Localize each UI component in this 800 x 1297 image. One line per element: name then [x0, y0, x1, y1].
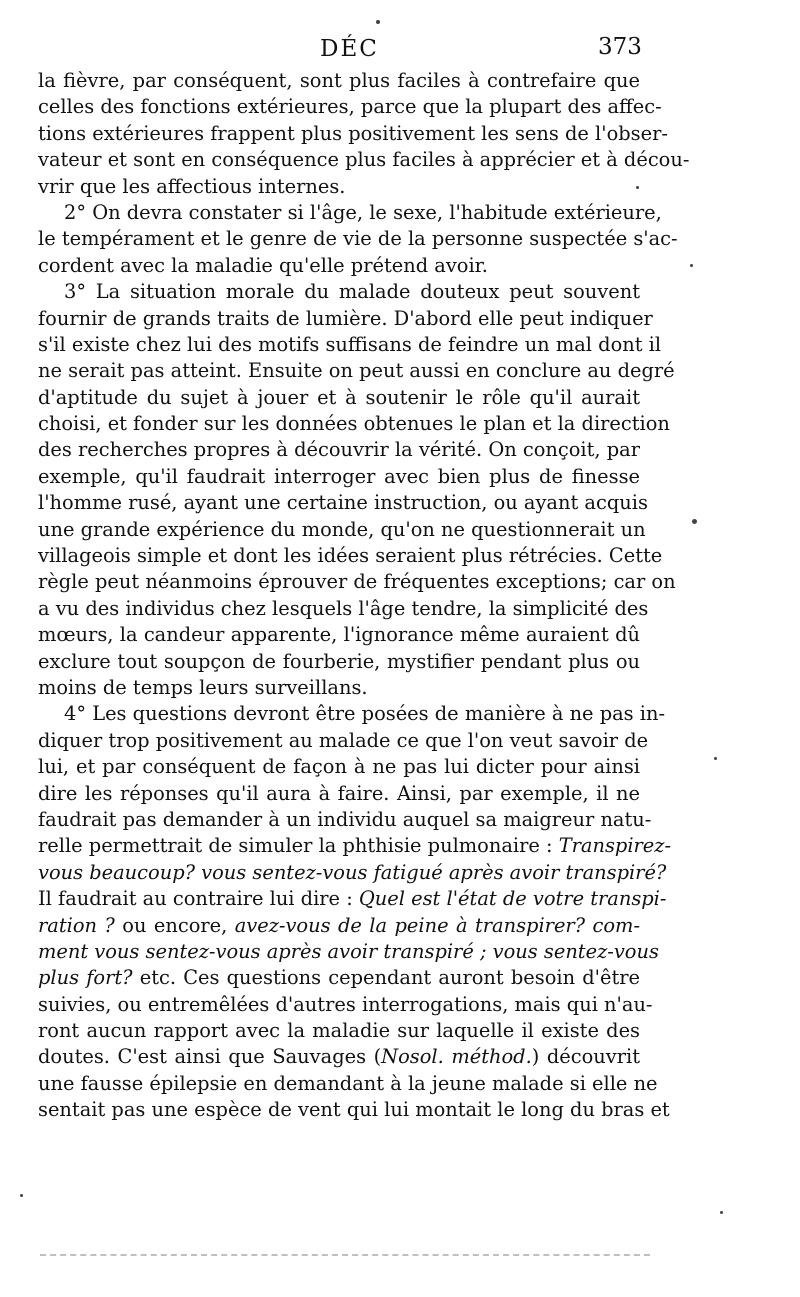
- print-speck: [690, 264, 693, 267]
- text-line: cordent avec la maladie qu'elle prétend avoir.: [38, 253, 488, 277]
- print-speck: [376, 20, 380, 24]
- text-run: etc. Ces questions cependant auront besoin d'être: [139, 966, 640, 990]
- text-line: 3° La situation morale du malade douteux peut souvent: [64, 280, 640, 304]
- text-line: l'homme rusé, ayant une certaine instruction, ou ayant acquis: [38, 491, 648, 515]
- text-line: faudrait pas demander à un individu auquel sa maigreur natu-: [38, 807, 652, 831]
- text-line: une fausse épilepsie en demandant à la jeune malade si elle ne: [38, 1071, 658, 1095]
- text-run: relle permettrait de simuler la phthisie pulmonaire :: [38, 834, 553, 858]
- text-line: tions extérieures frappent plus positivement les sens de l'obser-: [38, 121, 668, 145]
- text-line: [38, 1044, 640, 1070]
- print-speck: [714, 757, 717, 760]
- text-line: [38, 833, 672, 859]
- italic-run: Transpirez-: [558, 834, 672, 858]
- text-line: [38, 965, 640, 991]
- text-line: fournir de grands traits de lumière. D'abord elle peut indiquer: [38, 306, 653, 330]
- text-line: une grande expérience du monde, qu'on ne questionnerait un: [38, 517, 646, 541]
- text-line: vateur et sont en conséquence plus faciles à apprécier et à décou-: [38, 148, 690, 172]
- page-number: 373: [598, 34, 642, 60]
- text-line: villageois simple et dont les idées seraient plus rétrécies. Cette: [38, 544, 663, 568]
- text-run: Il faudrait au contraire lui dire :: [38, 887, 353, 911]
- italic-run: ment vous sentez-vous après avoir transpiré ; vous sentez-vous: [38, 939, 659, 963]
- text-line: mœurs, la candeur apparente, l'ignorance même auraient dû: [38, 623, 640, 647]
- italic-run: ration ?: [38, 913, 115, 937]
- text-run: doutes. C'est ainsi que Sauvages (: [38, 1045, 382, 1069]
- text-line: moins de temps leurs surveillans.: [38, 675, 368, 699]
- text-line: dire les réponses qu'il aura à faire. Ainsi, par exemple, il ne: [38, 781, 640, 805]
- text-line: [38, 886, 667, 912]
- text-line: des recherches propres à découvrir la vérité. On conçoit, par: [38, 438, 640, 462]
- text-line: 4° Les questions devront être posées de manière à ne pas in-: [64, 702, 666, 726]
- italic-run: Nosol. méthod.: [381, 1045, 532, 1069]
- text-line: le tempérament et le genre de vie de la personne suspectée s'ac-: [38, 227, 678, 251]
- italic-run: avez-vous de la peine à transpirer? com-: [234, 913, 640, 937]
- italic-run: vous beaucoup? vous sentez-vous fatigué après avoir transpiré?: [38, 860, 667, 884]
- text-line: vrir que les affectious internes.: [38, 174, 346, 198]
- print-speck: [20, 1194, 23, 1197]
- running-head: DÉC: [320, 36, 379, 62]
- text-run: ) découvrit: [531, 1045, 640, 1069]
- text-line: ne serait pas atteint. Ensuite on peut aussi en conclure au degré: [38, 359, 675, 383]
- text-line: lui, et par conséquent de façon à ne pas lui dicter pour ainsi: [38, 755, 640, 779]
- body-text: [38, 68, 690, 1124]
- text-line: [38, 913, 640, 939]
- text-line: suivies, ou entremêlées d'autres interrogations, mais qui n'au-: [38, 992, 653, 1016]
- text-line: [38, 939, 659, 965]
- text-line: choisi, et fonder sur les données obtenues le plan et la direction: [38, 412, 670, 436]
- text-line: 2° On devra constater si l'âge, le sexe, l'habitude extérieure,: [64, 200, 662, 224]
- text-line: [38, 860, 667, 886]
- italic-run: Quel est l'état de votre transpi-: [358, 887, 667, 911]
- text-line: celles des fonctions extérieures, parce que la plupart des affec-: [38, 95, 662, 119]
- print-speck: [636, 186, 639, 189]
- italic-run: plus fort?: [38, 966, 133, 990]
- print-speck: [692, 519, 697, 524]
- text-run: ou encore,: [122, 913, 228, 937]
- text-line: diquer trop positivement au malade ce que l'on veut savoir de: [38, 728, 649, 752]
- text-line: ront aucun rapport avec la maladie sur laquelle il existe des: [38, 1019, 640, 1043]
- text-line: règle peut néanmoins éprouver de fréquentes exceptions; car on: [38, 570, 676, 594]
- text-line: a vu des individus chez lesquels l'âge tendre, la simplicité des: [38, 596, 649, 620]
- text-line: la fièvre, par conséquent, sont plus faciles à contrefaire que: [38, 69, 640, 92]
- text-line: sentait pas une espèce de vent qui lui montait le long du bras et: [38, 1098, 670, 1122]
- text-line: exemple, qu'il faudrait interroger avec bien plus de finesse: [38, 464, 640, 488]
- text-line: s'il existe chez lui des motifs suffisans de feindre un mal dont il: [38, 332, 662, 356]
- text-line: exclure tout soupçon de fourberie, mystifier pendant plus ou: [38, 649, 640, 673]
- print-speck: [720, 1211, 723, 1214]
- text-line: d'aptitude du sujet à jouer et à soutenir le rôle qu'il aurait: [38, 385, 640, 409]
- page-bottom-rule: [40, 1254, 650, 1258]
